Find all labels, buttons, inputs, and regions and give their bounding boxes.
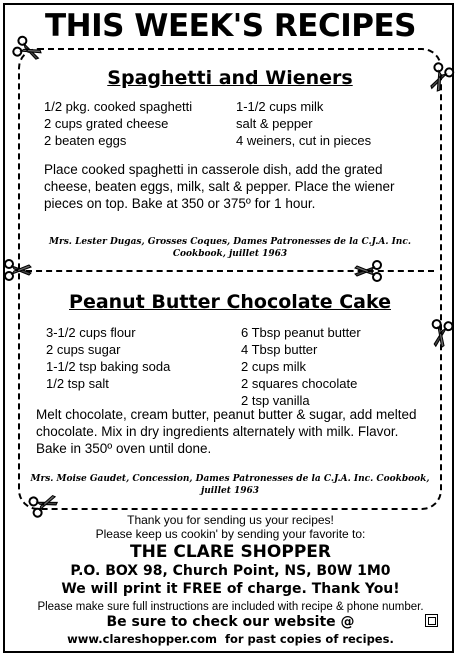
ingredient: 2 cups milk bbox=[241, 359, 307, 374]
thanks-text: Thank you for sending us your recipes! bbox=[127, 513, 334, 527]
recipe-credit bbox=[28, 236, 432, 260]
ingredient: 4 Tbsp butter bbox=[241, 342, 318, 357]
ingredient: 1/2 tsp salt bbox=[46, 376, 109, 391]
ingredient: 3-1/2 cups flour bbox=[46, 325, 136, 340]
scissors-icon bbox=[354, 259, 382, 283]
ingredients-right bbox=[236, 98, 371, 149]
ingredient: 2 beaten eggs bbox=[44, 133, 127, 148]
ingredient: 1-1/2 tsp baking soda bbox=[46, 359, 171, 374]
recipe-credit bbox=[28, 473, 432, 497]
ingredient: 2 squares chocolate bbox=[241, 376, 358, 391]
recipe-title: Spaghetti and Wieners bbox=[107, 67, 353, 89]
scissors-icon bbox=[427, 318, 455, 350]
publisher-name: THE CLARE SHOPPER bbox=[130, 542, 331, 562]
website-line bbox=[0, 632, 461, 646]
ingredients-right bbox=[241, 324, 361, 409]
ingredient: 6 Tbsp peanut butter bbox=[241, 325, 361, 340]
ingredients-left bbox=[44, 98, 192, 149]
submit-text: Please keep us cookin' by sending your favorite to: bbox=[95, 527, 366, 541]
mailing-address: P.O. BOX 98, Church Point, NS, B0W 1M0 bbox=[70, 563, 391, 579]
ingredient: 2 tsp vanilla bbox=[241, 393, 310, 408]
ingredient: 2 cups sugar bbox=[46, 342, 121, 357]
website-suffix: for past copies of recipes. bbox=[216, 632, 394, 646]
credit-line: Mrs. Lester Dugas, Grosses Coques, Dames Patronesses de la C.J.A. Inc. bbox=[49, 237, 411, 247]
credit-line: Mrs. Moise Gaudet, Concession, Dames Patronesses de la C.J.A. Inc. Cookbook, bbox=[30, 474, 430, 484]
print-free-text: We will print it FREE of charge. Thank You! bbox=[61, 581, 400, 597]
instructions-note: Please make sure full instructions are included with recipe & phone number. bbox=[37, 601, 424, 613]
ingredient: 1-1/2 cups milk bbox=[236, 99, 324, 114]
recipe-instructions: Melt chocolate, cream butter, peanut butter & sugar, add melted chocolate. Mix in dry ingredients alternately with milk. Flavor. Bake in 350º oven until done. bbox=[36, 407, 417, 456]
website-prompt: Be sure to check our website @ bbox=[106, 614, 355, 630]
ingredient: salt & pepper bbox=[236, 116, 313, 131]
recipe-title: Peanut Butter Chocolate Cake bbox=[69, 291, 391, 313]
page-title: THIS WEEK'S RECIPES bbox=[45, 8, 416, 44]
checkbox-icon bbox=[425, 614, 438, 627]
ingredient: 1/2 pkg. cooked spaghetti bbox=[44, 99, 193, 114]
scissors-icon bbox=[4, 258, 32, 282]
recipe-instructions: Place cooked spaghetti in casserole dish, add the grated cheese, beaten eggs, milk, salt & pepper. Place the wiener pieces on top. Bake at 350 or 375º for 1 hour. bbox=[44, 162, 395, 211]
credit-line: juillet 1963 bbox=[200, 486, 260, 496]
ingredient: 4 weiners, cut in pieces bbox=[236, 133, 372, 148]
ingredient: 2 cups grated cheese bbox=[44, 116, 169, 131]
ingredients-left bbox=[46, 324, 170, 392]
credit-line: Cookbook, juillet 1963 bbox=[172, 249, 288, 259]
website-link[interactable]: www.clareshopper.com bbox=[67, 632, 217, 646]
